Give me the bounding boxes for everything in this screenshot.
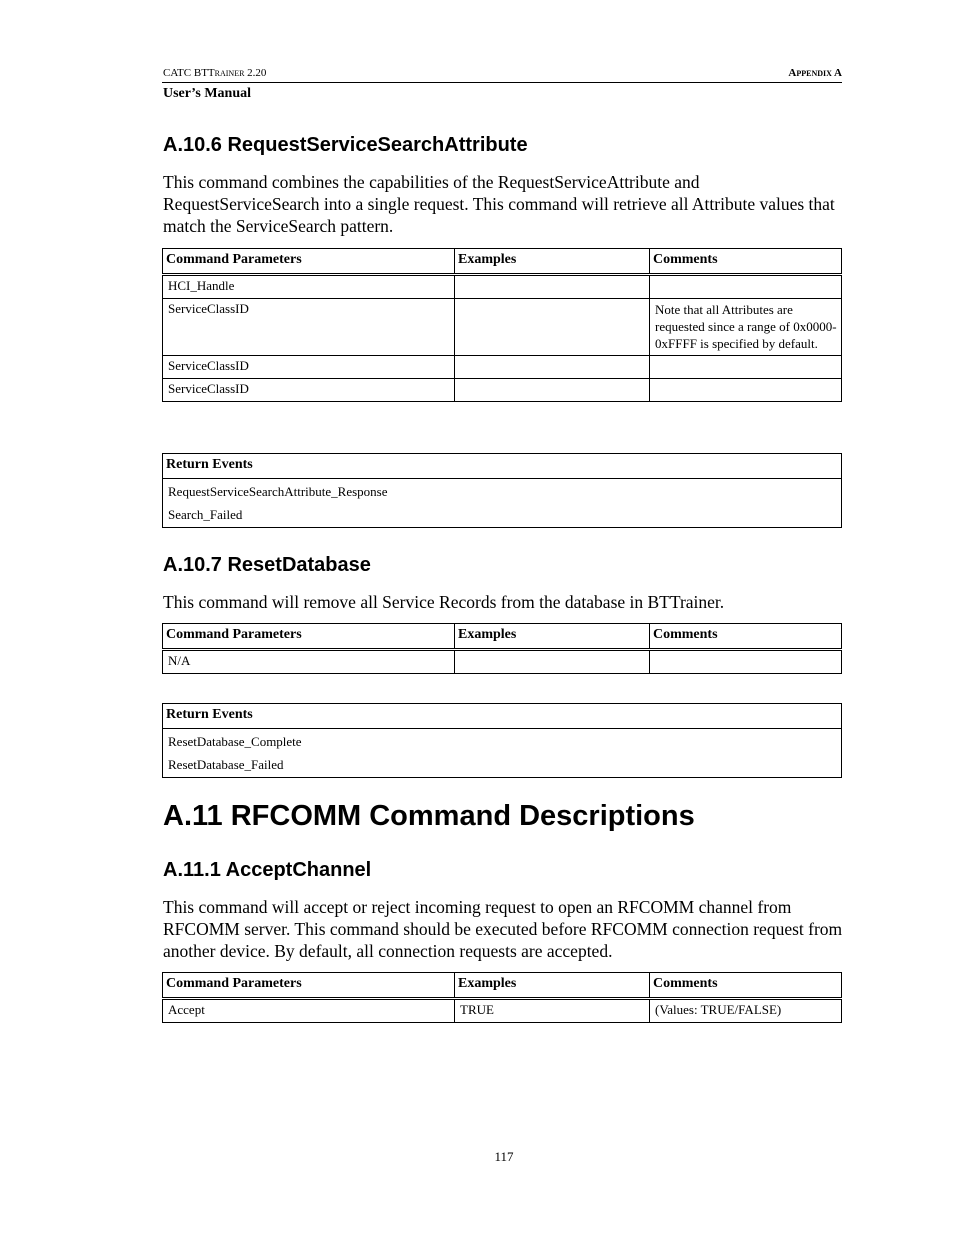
column-header: Examples <box>455 249 650 275</box>
table-cell <box>650 379 842 402</box>
running-header-left: CATC BTTrainer 2.20 <box>163 67 267 79</box>
table-row <box>163 999 842 1023</box>
section-body: This command will accept or reject incoming request to open an RFCOMM channel from RFCOMM server. This command should be executed before RFCOMM connection request from another device. By default, all connection requests are accepted. <box>163 897 843 961</box>
table-cell: HCI_Handle <box>163 275 455 299</box>
table-header-row <box>163 249 842 275</box>
running-header-right: Appendix A <box>788 67 842 79</box>
chapter-heading: A.11 RFCOMM Command Descriptions <box>163 800 695 832</box>
section-body: This command will remove all Service Records from the database in BTTrainer. <box>163 592 725 612</box>
table-cell: ServiceClassID <box>163 356 455 379</box>
command-parameters-table <box>162 248 842 402</box>
column-header: Return Events <box>163 704 842 729</box>
column-header: Command Parameters <box>163 624 455 650</box>
table-row <box>163 650 842 674</box>
table-cell: Note that all Attributes are requested since a range of 0x0000-0xFFFF is specified by default. <box>650 299 842 356</box>
header-rule <box>162 82 842 83</box>
table-cell <box>455 299 650 356</box>
table-cell <box>163 479 842 528</box>
column-header: Command Parameters <box>163 973 455 999</box>
table-row <box>163 275 842 299</box>
table-cell <box>455 275 650 299</box>
table-cell: (Values: TRUE/FALSE) <box>650 999 842 1023</box>
table-cell <box>650 275 842 299</box>
table-cell: TRUE <box>455 999 650 1023</box>
section-heading: A.10.7 ResetDatabase <box>163 554 371 576</box>
manual-subtitle: User’s Manual <box>163 86 252 101</box>
return-events-table <box>162 453 842 528</box>
column-header: Examples <box>455 624 650 650</box>
column-header: Comments <box>650 624 842 650</box>
column-header: Examples <box>455 973 650 999</box>
return-event: Search_Failed <box>168 507 243 522</box>
table-cell <box>455 356 650 379</box>
section-body: This command combines the capabilities of the RequestServiceAttribute and RequestServiceSearch into a single request. This command will retrieve all Attribute values that match the ServiceSearch pattern. <box>163 172 835 236</box>
command-parameters-table <box>162 972 842 1023</box>
return-events-table <box>162 703 842 778</box>
table-cell: ServiceClassID <box>163 379 455 402</box>
table-cell <box>163 729 842 778</box>
column-header: Comments <box>650 973 842 999</box>
column-header: Return Events <box>163 454 842 479</box>
table-cell <box>455 650 650 674</box>
page-number: 117 <box>494 1149 514 1164</box>
column-header: Command Parameters <box>163 249 455 275</box>
table-header-row <box>163 624 842 650</box>
table-row <box>163 379 842 402</box>
table-cell <box>650 650 842 674</box>
command-parameters-table <box>162 623 842 674</box>
table-cell: N/A <box>163 650 455 674</box>
table-cell <box>455 379 650 402</box>
section-heading: A.11.1 AcceptChannel <box>163 859 372 881</box>
return-event: RequestServiceSearchAttribute_Response <box>168 484 388 499</box>
table-cell <box>650 356 842 379</box>
column-header: Comments <box>650 249 842 275</box>
section-heading: A.10.6 RequestServiceSearchAttribute <box>163 134 528 156</box>
return-event: ResetDatabase_Failed <box>168 757 284 772</box>
table-cell: Accept <box>163 999 455 1023</box>
table-row <box>163 356 842 379</box>
table-row <box>163 299 842 356</box>
table-cell: ServiceClassID <box>163 299 455 356</box>
table-header-row <box>163 973 842 999</box>
return-event: ResetDatabase_Complete <box>168 734 302 749</box>
